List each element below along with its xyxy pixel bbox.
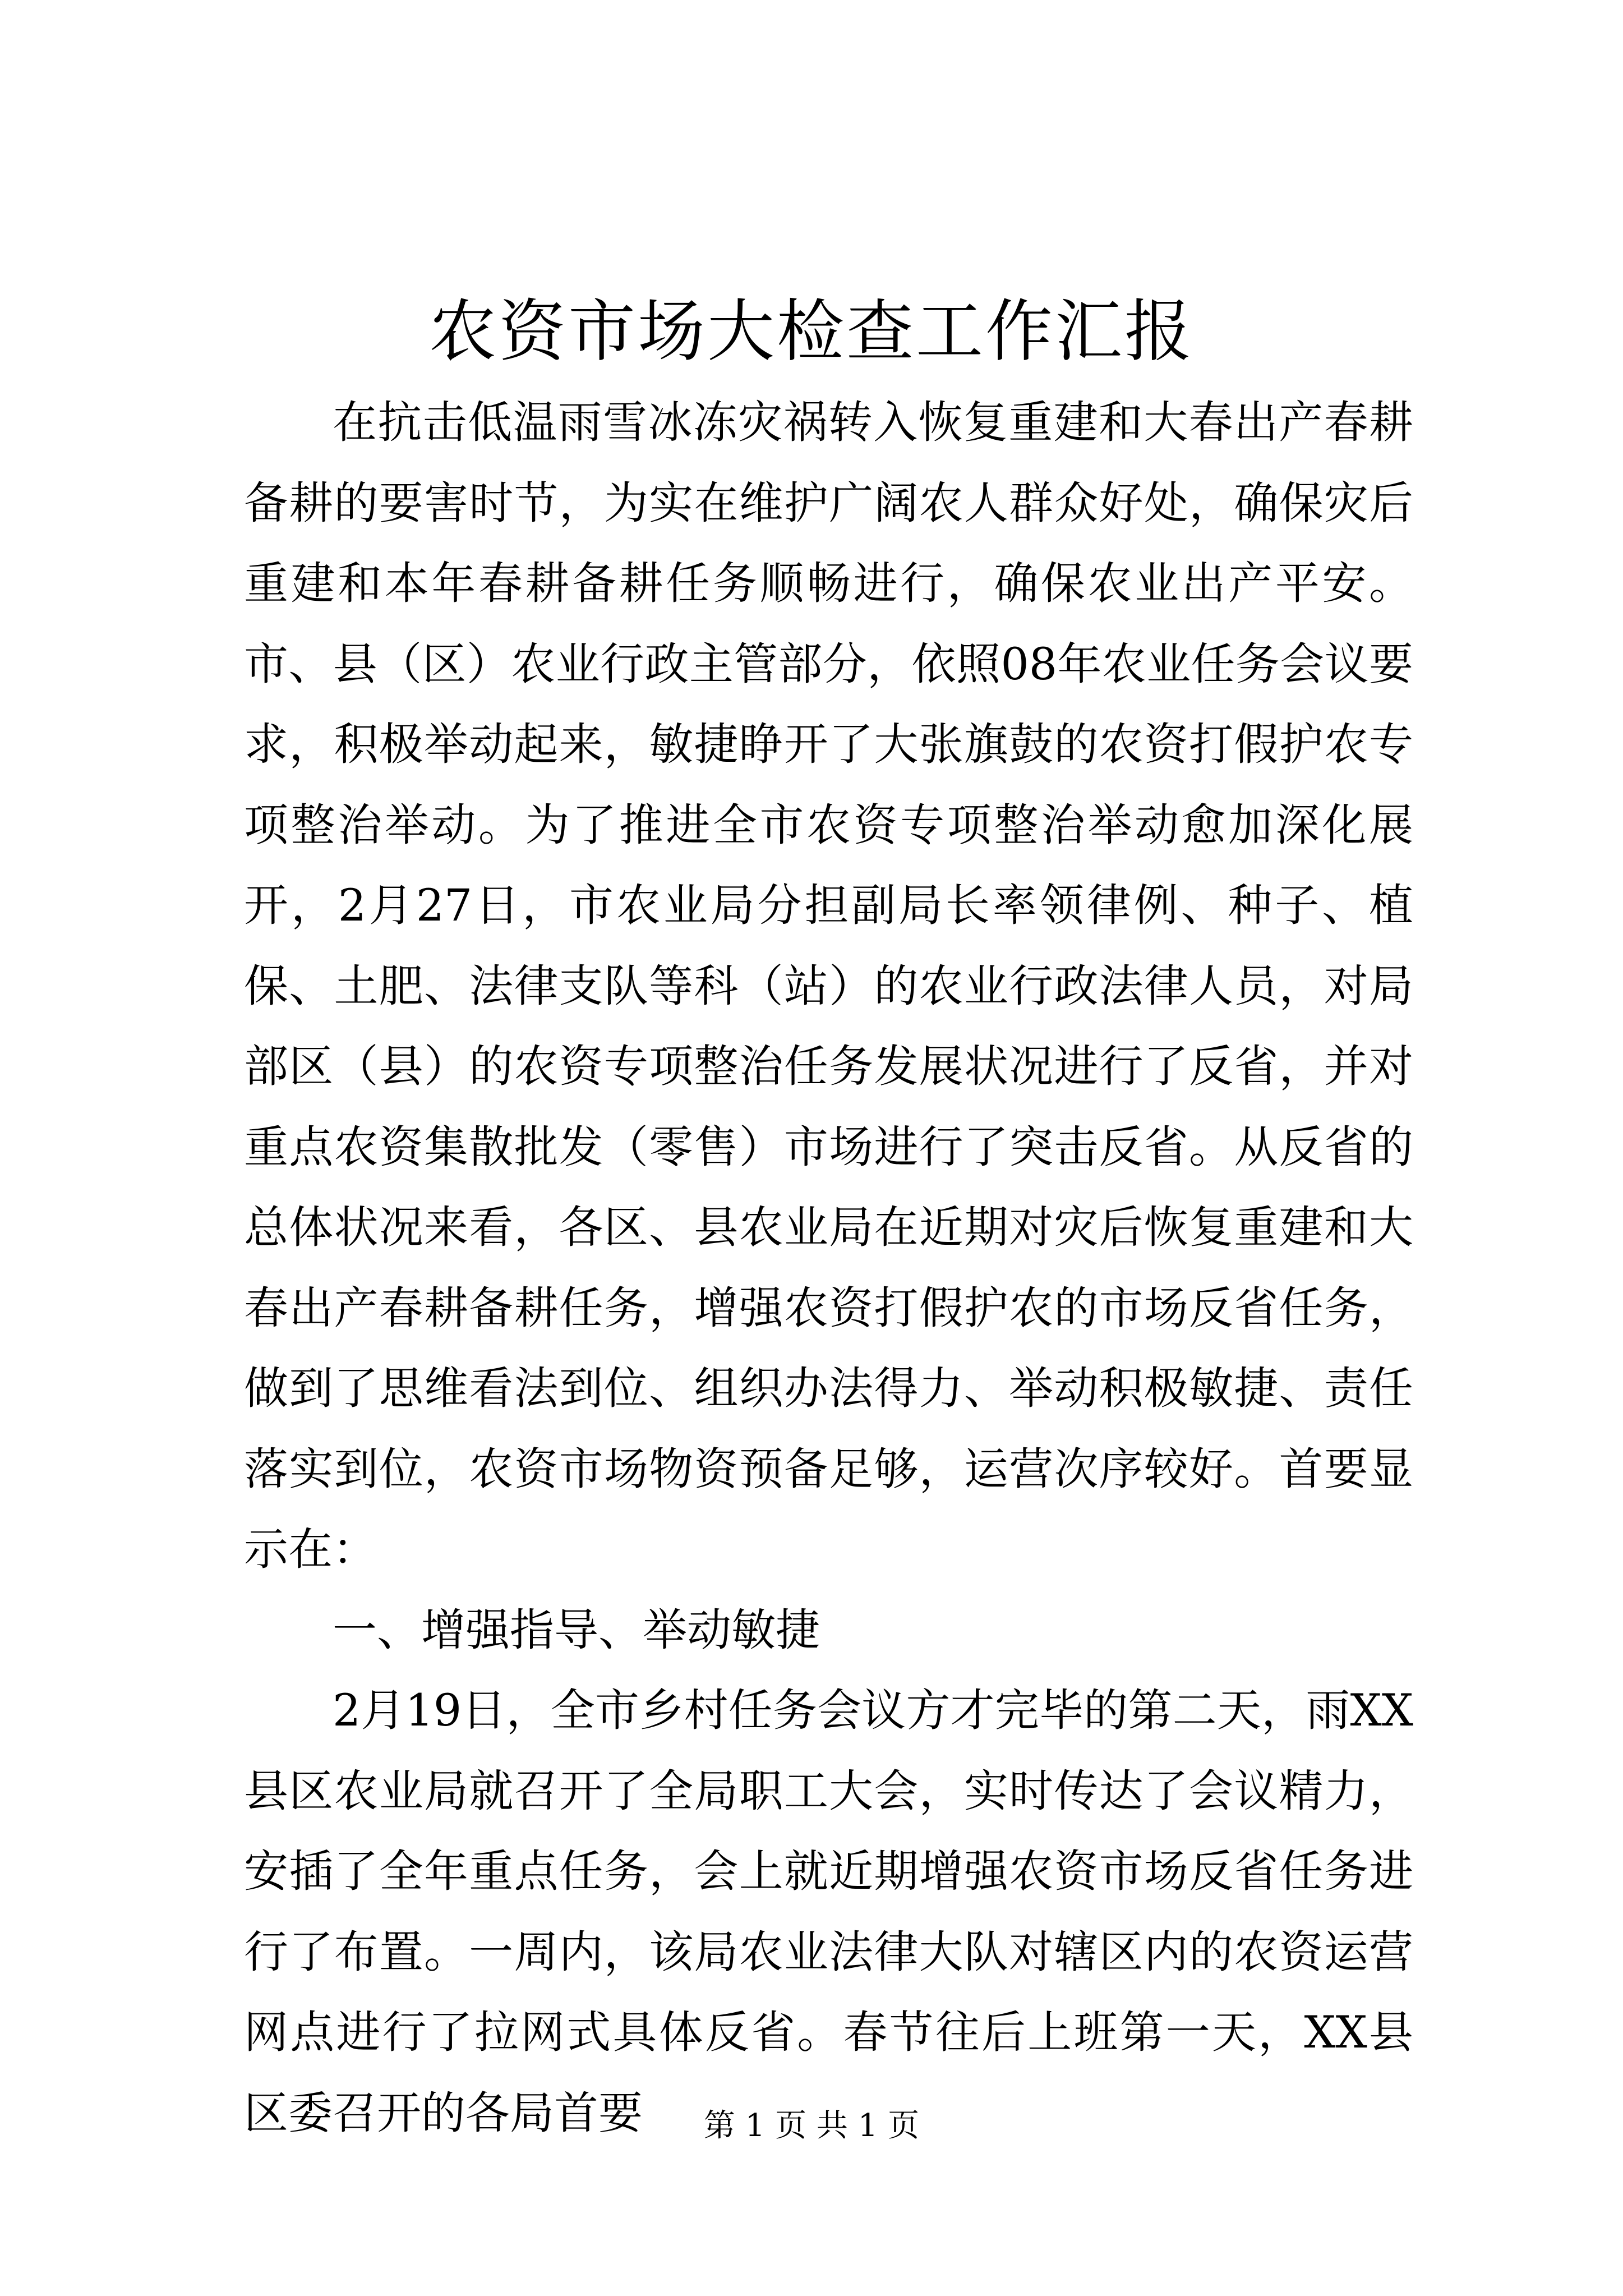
paragraph-section-1: 2月19日，全市乡村任务会议方才完毕的第二天，雨XX县区农业局就召开了全局职工大会，实时传达了会议精力，安插了全年重点任务，会上就近期增强农资市场反省任务进行了布置。一周内，该局农业法律大队对辖区内的农资运营网点进行了拉网式具体反省。春节往后上班第一天，XX县区委召开的各局首要 (244, 1685, 1413, 2139)
document-title: 农资市场大检查工作汇报 (429, 293, 1194, 371)
paragraph-intro: 在抗击低温雨雪冰冻灾祸转入恢复重建和大春出产春耕备耕的要害时节，为实在维护广阔农人群众好处，确保灾后重建和本年春耕备耕任务顺畅进行，确保农业出产平安。市、县（区）农业行政主管部分，依照08年农业任务会议要求，积极举动起来，敏捷睁开了大张旗鼓的农资打假护农专项整治举动。为了推进全市农资专项整治举动愈加深化展开，2月27日，市农业局分担副局长率领律例、种子、植保、土肥、法律支队等科（站）的农业行政法律人员，对局部区（县）的农资专项整治任务发展状况进行了反省，并对重点农资集散批发（零售）市场进行了突击反省。从反省的总体状况来看，各区、县农业局在近期对灾后恢复重建和大春出产春耕备耕任务，增强农资打假护农的市场反省任务，做到了思维看法到位、组织办法得力、举动积极敏捷、责任落实到位，农资市场物资预备足够，运营次序较好。首要显示在： (244, 397, 1413, 1575)
section-heading-1: 一、增强指导、举动敏捷 (333, 1604, 820, 1656)
document-body (244, 383, 1413, 2154)
page-footer: 第 1 页 共 1 页 (703, 2108, 920, 2144)
